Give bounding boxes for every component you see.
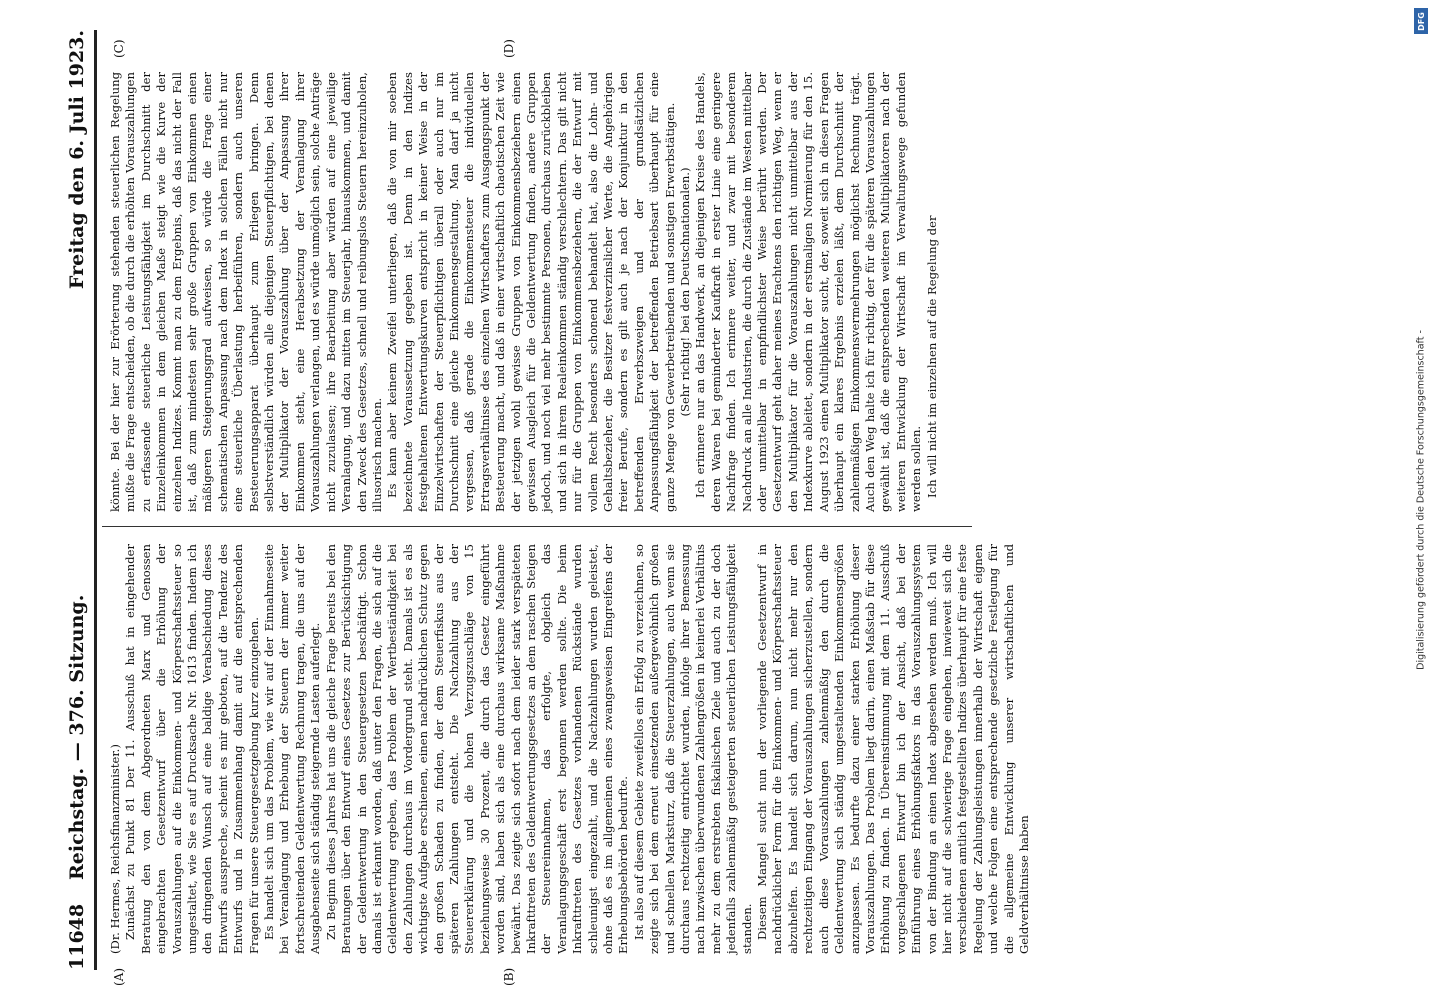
paragraph: Es handelt sich um das Problem, wie wir auf der Einnahmeseite bei Veranlagung und Erhebung der Steuern der immer weiter fortschreitenden Geldentwertung Rechnung tragen, die uns auf der Ausgabenseite sich ständig steigernde Lasten auferlegt. — [262, 544, 323, 954]
session-date: Freitag den 6. Juli 1923. — [66, 30, 88, 290]
text-column-left — [108, 544, 1031, 954]
margin-label-b: (B) — [502, 967, 516, 986]
paragraph: Diesem Mangel sucht nun der vorliegende Gesetzentwurf in nachdrücklicher Form für die Einkommen- und Körperschaftssteuer abzuhelfen. Es handelt sich darum, nun nicht mehr nur den rechtzeitigen Eingang der Vorauszahlungen sicherzustellen, sondern auch diese Vorauszahlungen zahlenmäßig den durch die Geldentwertung sich ständig umgestaltenden Einkommensgrößen anzupassen. Es bedurfte dazu einer starken Erhöhung dieser Vorauszahlungen. Das Problem liegt darin, einen Maßstab für diese Erhöhung zu finden. In Übereinstimmung mit dem 11. Ausschuß vorgeschlagenen Entwurf bin ich der Ansicht, daß bei der Einführung eines Erhöhungsfaktors in das Vorauszahlungssystem von der Bindung an einen Index abgesehen werden muß. Ich will hier nicht auf die schwierige Frage eingehen, inwieweit sich die verschiedenen amtlich festgestellten Indizes überhaupt für eine feste Regelung der Zahlungsleistungen innerhalb der Wirtschaft eignen und welche Folgen eine entsprechende gesetzliche Festlegung für die allgemeine Entwicklung unserer wirtschaftlichen und Geldverhältnisse haben — [755, 544, 1031, 954]
margin-label-c: (C) — [112, 39, 126, 58]
paragraph: Es kann aber keinem Zweifel unterliegen, daß die von mir soeben bezeichnete Voraussetzung gegeben ist. Denn in den Indizes festgehaltenen Entwertungskurven entspricht in keiner Weise in der Einzelwirtschaften der Steuerpflichtigen überall oder auch nur im Durchschnitt eine gleiche Einkommensgestaltung. Man darf ja nicht vergessen, daß gerade die Einkommensteuer die individuellen Ertragsverhältnisse des einzelnen Wirtschafters zum Ausgangspunkt der Besteuerung macht, und daß in einer wirtschaftlich chaotischen Zeit wie der jetzigen wohl gewisse Gruppen von Einkommensbeziehern einen gewissen Ausgleich für die Geldentwertung finden, andere Gruppen jedoch, und noch viel mehr bestimmte Personen, durchaus zurückbleiben und sich in ihrem Realeinkommen ständig verschlechtern. Das gilt nicht nur für die Gruppen von Einkommensbeziehern, die der Entwurf mit vollem Recht besonders schonend behandelt hat, also die Lohn- und Gehaltsbezieher, die Besitzer festverzinslicher Werte, die Angehörigen freier Berufe, sondern es gilt auch je nach der Konjunktur in den betreffenden Erwerbszweigen und der grundsätzlichen Anpassungsfähigkeit der betreffenden Betriebsart überhaupt für eine ganze Menge von Gewerbetreibenden und sonstigen Erwerbstätigen. — [385, 72, 677, 512]
column-divider — [102, 526, 972, 527]
paragraph: Ich erinnere nur an das Handwerk, an diejenigen Kreise des Handels, deren Waren bei geminderter Kaufkraft in erster Linie eine geringere Nachfrage finden. Ich erinnere weiter, und zwar mit besonderem Nachdruck an alle Industrien, die durch die Zustände im Westen mittelbar oder unmittelbar in empfindlichster Weise berührt werden. Der Gesetzentwurf geht daher meines Erachtens den richtigen Weg, wenn er den Multiplikator für die Vorauszahlungen nicht unmittelbar aus der Indexkurve ableitet, sondern in der erstmaligen Normierung für den 15. August 1923 einen Multiplikator sucht, der, soweit sich in diesen Fragen überhaupt ein klares Ergebnis erzielen läßt, dem Durchschnitt der zahlenmäßigen Einkommensvermehrungen möglichst Rechnung trägt. Auch den Weg halte ich für richtig, der für die späteren Vorauszahlungen gewählt ist, daß die entsprechenden weiteren Multiplikatoren nach der weiteren Entwicklung der Wirtschaft im Verwaltungswege gefunden werden sollen. — [693, 72, 924, 512]
speaker-line: (Dr. Hermes, Reichsfinanzminister.) — [108, 744, 122, 954]
paragraph: könnte. Bei der hier zur Erörterung stehenden steuerlichen Regelung mußte die Frage entscheiden, ob die durch die erhöhten Vorauszahlungen zu erfassende steuerliche Leistungsfähigkeit im Durchschnitt der Einzeleinkommen in dem gleichen Maße steigt wie die Kurve der einzelnen Indizes. Kommt man zu dem Ergebnis, daß das nicht der Fall ist, daß zum mindesten sehr große Gruppen von Einkommen einen mäßigeren Steigerungsgrad aufweisen, so würde die Frage einer schematischen Anpassung nach dem Index in solchen Fällen nicht nur eine steuerliche Überlastung herbeiführen, sondern auch unseren Besteuerungsapparat überhaupt zum Erliegen bringen. Denn selbstverständlich würden alle diejenigen Steuerpflichtigen, bei denen der Multiplikator der Vorauszahlung über der Anpassung ihrer Einkommen steht, eine Herabsetzung der Veranlagung ihrer Vorauszahlungen verlangen, und es würde unmöglich sein, solche Anträge nicht zuzulassen; ihre Bearbeitung aber würden auf eine jeweilige Veranlagung, und dazu mitten im Steuerjahr, hinauskommen, und damit den Zweck des Gesetzes, schnell und reibungslos Steuern hereinzuholen, illusorisch machen. — [108, 72, 384, 512]
paragraph: Ich will nicht im einzelnen auf die Regelung der — [924, 215, 939, 498]
dfg-logo-text: DFG — [1416, 11, 1426, 31]
margin-label-a: (A) — [112, 967, 126, 986]
paragraph: Zu Beginn dieses Jahres hat uns die gleiche Frage bereits bei den Beratungen über den Entwurf eines Gesetzes zur Berücksichtigung der Geldentwertung in den Steuergesetzen beschäftigt. Schon damals ist erkannt worden, daß unter den Fragen, die sich auf die Geldentwertung ergeben, das Problem der Wertbeständigkeit bei den Zahlungen durchaus im Vordergrund steht. Damals ist es als wichtigste Aufgabe erschienen, einen nachdrücklichen Schutz gegen den großen Schaden zu finden, der dem Steuerfiskus aus der späteren Zahlungen entsteht. Die Nachzahlung aus der Steuererklärung und die hohen Verzugszuschläge von 15 beziehungsweise 30 Prozent, die durch das Gesetz eingeführt worden sind, haben sich als eine durchaus wirksame Maßnahme bewährt. Das zeigte sich sofort nach dem leider stark verspäteten Inkrafttreten des Geldentwertungsgesetzes an dem raschen Steigen der Steuereinnahmen, das erfolgte, obgleich das Veranlagungsgeschäft erst begonnen werden sollte. Die beim Inkrafttreten des Gesetzes vorhandenen Rückstände wurden schleunigst eingezahlt, und die Nachzahlungen wurden geleistet, ohne daß es im allgemeinen eines zwangsweisen Eingreifens der Erhebungsbehörden bedurfte. — [323, 544, 631, 954]
session-title: Reichstag. — 376. Sitzung. — [66, 594, 88, 880]
margin-label-d: (D) — [502, 39, 516, 58]
paragraph: Zunächst zu Punkt 81 Der 11. Ausschuß hat in eingehender Beratung den von dem Abgeordneten Marx und Genossen eingebrachten Gesetzentwurf über die Erhöhung der Vorauszahlungen auf die Einkommen- und Körperschaftssteuer so umgestaltet, wie Sie es auf Drucksache Nr. 1613 finden. Indem ich den dringenden Wunsch auf eine baldige Verabschiedung dieses Entwurfs ausspreche, scheint es mir geboten, auf die Tendenz des Entwurfs und in Zusammenhang damit auf die entsprechenden Fragen für unsere Steuergesetzgebung kurz einzugehen. — [123, 544, 261, 954]
digitization-credit — [1408, 0, 1434, 1000]
page-number: 11648 — [66, 903, 88, 970]
interjection: (Sehr richtig! bei den Deutschnationalen.) — [678, 167, 693, 417]
text-column-right — [108, 72, 968, 512]
credit-text: Digitalisierung gefördert durch die Deutsche Forschungsgemeinschaft - — [1415, 330, 1427, 670]
page-header — [60, 30, 97, 970]
rotated-page-content — [52, 10, 1382, 990]
dfg-logo — [1414, 8, 1428, 34]
paragraph: Ist also auf diesem Gebiete zweifellos ein Erfolg zu verzeichnen, so zeigte sich bei dem erneut einsetzenden außergewöhnlich großen und schnellen Marksturz, daß die Steuerzahlungen, auch wenn sie durchaus rechtzeitig entrichtet wurden, infolge ihrer Bemessung nach inzwischen überwundenen Zahlengrößen in keinerlei Verhältnis mehr zu dem erstrebten fiskalischen Ziele und auch zu der doch jedenfalls zahlenmäßig gesteigerten steuerlichen Leistungsfähigkeit standen. — [631, 544, 754, 954]
